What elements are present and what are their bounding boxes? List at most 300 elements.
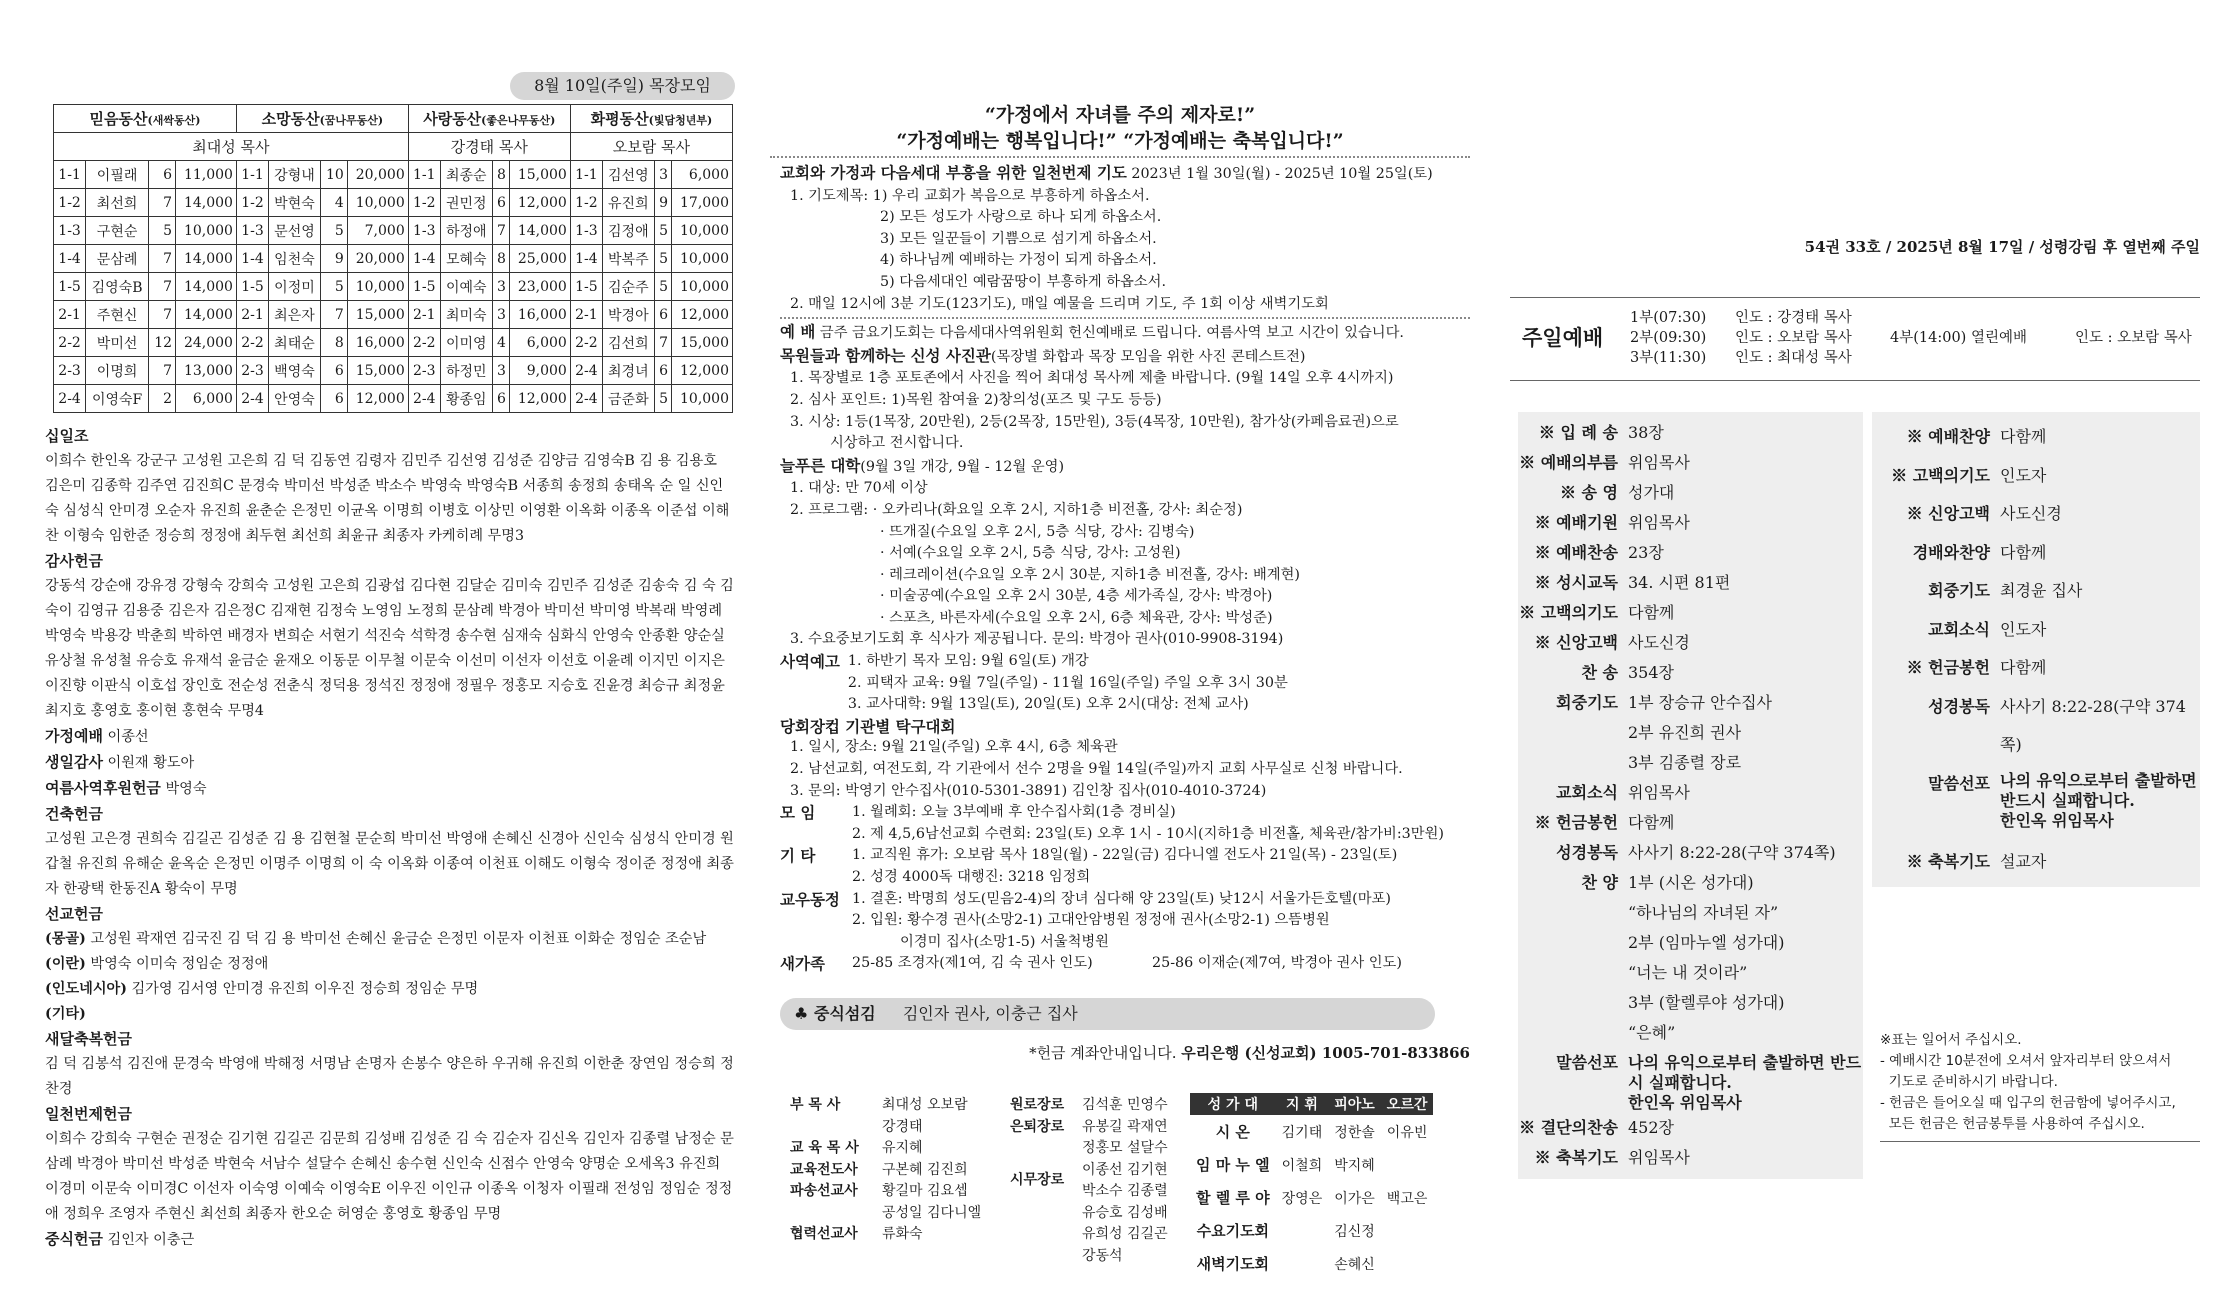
- cell-code: 1-3: [570, 217, 602, 245]
- elder-name-row: 유승호 김성배: [1082, 1204, 1168, 1221]
- order-row: [1518, 958, 1863, 988]
- cell-code: 1-5: [570, 273, 602, 301]
- section-names: 고성원 고은경 권희숙 김길곤 김성준 김 용 김현철 문순희 박미선 박영애 손혜신 신경아 신인숙 심성식 안미경 원갑철 유진희 유해순 윤옥순 은정민 이명주 이명희 이 숙 이옥화 이종여 이천표 이해도 이형숙 정이준 정정애 최종자 한광택 한동진A 황숙이 무명: [45, 831, 734, 897]
- sermon-label: 말씀선포: [1928, 773, 1990, 793]
- cell-amount: 16,000: [347, 329, 408, 357]
- order-row-key: ※ 헌금봉헌: [1906, 658, 1990, 677]
- cell-amount: 10,000: [347, 273, 408, 301]
- cell-leader: 이정미: [269, 273, 321, 301]
- cell-code: 1-4: [54, 245, 86, 273]
- offering-subsection: [45, 952, 735, 977]
- cell-count: 3: [492, 357, 509, 385]
- cell-count: 5: [654, 245, 671, 273]
- cell-code: 2-2: [236, 329, 268, 357]
- sermon-content: [1628, 1048, 1863, 1113]
- photo-title: 목원들과 함께하는 신성 사진관: [780, 345, 991, 365]
- cell-count: 6: [654, 357, 671, 385]
- order-row: [1518, 808, 1863, 838]
- order-row-value: 354장: [1628, 663, 1674, 682]
- cell-count: 9: [320, 245, 347, 273]
- cell-count: 3: [492, 301, 509, 329]
- section-title: 가정예배: [45, 727, 103, 745]
- elder-label: 시무장로: [1010, 1172, 1065, 1188]
- cell-amount: 14,000: [176, 301, 237, 329]
- divider: [1880, 1141, 2200, 1142]
- staff-row: [790, 1095, 981, 1117]
- elders-labels: [1010, 1095, 1082, 1267]
- cell-leader: 김영숙B: [86, 273, 149, 301]
- new-family-label: 새가족: [780, 954, 825, 974]
- cell-amount: 11,000: [176, 161, 237, 189]
- left-column: [45, 0, 735, 1307]
- cell-code: 2-4: [54, 385, 86, 413]
- note-line: ※표는 일어서 주십시오.: [1880, 1032, 2022, 1048]
- section-title: 생일감사: [45, 753, 103, 771]
- note-line: - 예배시간 10분전에 오셔서 앞자리부터 앉으셔서: [1880, 1053, 2172, 1069]
- cell-amount: 10,000: [176, 217, 237, 245]
- section-names: 김 덕 김봉석 김진애 문경숙 박영애 박해정 서명남 손명자 손봉수 양은하 우귀해 유진희 이한춘 장연임 정승희 정찬경: [45, 1056, 734, 1097]
- order-row-value: 1부 장승규 안수집사: [1628, 693, 1772, 712]
- service-leader: 인도 : 최대성 목사: [1735, 350, 1852, 366]
- cell-code: 2-2: [54, 329, 86, 357]
- cell-count: 6: [320, 357, 347, 385]
- note-line: - 헌금은 들어오실 때 입구의 헌금함에 넣어주시고,: [1880, 1095, 2176, 1111]
- meeting-items: [852, 802, 1444, 845]
- cell-leader: 강형내: [269, 161, 321, 189]
- order-row-key: ※ 고백의기도: [1891, 465, 1990, 485]
- cell-leader: 김정애: [602, 217, 654, 245]
- cell-leader: 최선희: [86, 189, 149, 217]
- cell-leader: 이미영: [440, 329, 492, 357]
- cell-count: 10: [320, 161, 347, 189]
- section-names: 박영숙: [165, 781, 207, 797]
- worship-notice-text: 금주 금요기도회는 다음세대사역위원회 헌신예배로 드립니다. 여름사역 보고 시간이 있습니다.: [819, 325, 1404, 342]
- cell-leader: 최종순: [440, 161, 492, 189]
- offering-section: [45, 1227, 735, 1253]
- service-time: 1부(07:30): [1630, 310, 1707, 326]
- cell-leader: 유진희: [602, 189, 654, 217]
- cell-amount: 14,000: [176, 189, 237, 217]
- photo-item: 3. 시상: 1등(1목장, 20만원), 2등(2목장, 15만원), 3등(4목장, 10만원), 참가상(카페음료권)으로: [790, 413, 1399, 430]
- service-leaders: [1735, 308, 1852, 368]
- schedule-label: 사역예고: [780, 652, 840, 672]
- announcements: [780, 162, 1470, 975]
- cell-amount: 10,000: [347, 189, 408, 217]
- members-news-item: 1. 결혼: 박명희 성도(믿음2-4)의 장녀 심다해 양 23일(토) 낮12시 서울가든호텔(마포): [852, 890, 1391, 907]
- section-title: 선교헌금: [45, 905, 103, 923]
- choir-row: [1190, 1148, 1433, 1181]
- order-row: [1872, 649, 2200, 688]
- cell-code: 2-2: [570, 329, 602, 357]
- table-row: [54, 189, 733, 217]
- cell-amount: 24,000: [176, 329, 237, 357]
- banner-label: 중식섬김: [813, 1004, 876, 1023]
- order-row-key: [1518, 958, 1628, 988]
- order-row: [1518, 898, 1863, 928]
- section-title: 십일조: [45, 427, 89, 445]
- group-name-row: [54, 105, 733, 133]
- choir-organ: [1381, 1214, 1434, 1247]
- choir-piano: 이가은: [1334, 1190, 1375, 1207]
- cell-amount: 14,000: [509, 217, 570, 245]
- meeting: [780, 802, 1470, 845]
- section-title: 여름사역후원헌금: [45, 779, 161, 797]
- cell-count: 6: [654, 301, 671, 329]
- order-row: [1872, 611, 2200, 650]
- choir-name: 할 렐 루 야: [1196, 1189, 1270, 1207]
- staff-row: [790, 1117, 981, 1139]
- section-names: 강동석 강순애 강유경 강형숙 강희숙 고성원 고은희 김광섭 김다현 김달순 김미숙 김민주 김성준 김송숙 김 숙 김숙이 김영규 김용중 김은자 김은정C 김재현 김정숙 노영임 노정희 문삼례 박경아 박미선 박미영 박복래 박영례 박영숙 박용강 박춘희 박하연 배경자 변희순 서현기 석진숙 석학경 송수현 심재숙 심화식 안영숙 안종환 양순실 유상철 유성철 유승호 유재석 윤금순 윤재오 이동문 이무철 이문숙 이선미 이선자 이선호 이윤례 이지민 이지은 이진향 이판식 이호섭 장인호 전순성 전춘식 정덕용 정석진 정정애 정필우 정홍모 지승호 진윤경 최승규 최정윤 최지호 홍영호 홍이현 홍현숙 무명4: [45, 578, 734, 719]
- section-names: 김인자 이충근: [107, 1232, 195, 1248]
- cell-leader: 박경아: [602, 301, 654, 329]
- staff-names: 유지혜: [882, 1140, 923, 1156]
- cell-amount: 16,000: [509, 301, 570, 329]
- staff-list: [790, 1095, 981, 1246]
- cell-code: 1-3: [54, 217, 86, 245]
- cell-amount: 10,000: [671, 245, 732, 273]
- cell-amount: 15,000: [671, 329, 732, 357]
- members-news-items: [852, 889, 1391, 954]
- cell-amount: 12,000: [509, 385, 570, 413]
- subsection-names: 고성원 곽재연 김국진 김 덕 김 용 박미선 손혜신 윤금순 은정민 이문자 이천표 이화순 정임순 조순남: [90, 931, 707, 947]
- cell-count: 3: [654, 161, 671, 189]
- group-pastor: 최대성 목사: [54, 133, 409, 161]
- order-row-value: “하나님의 자녀된 자”: [1628, 903, 1779, 922]
- elder-name-row: 김석훈 민영수: [1082, 1097, 1168, 1113]
- cell-count: 12: [149, 329, 176, 357]
- table-row: [54, 357, 733, 385]
- order-row-value: 최경윤 집사: [2000, 581, 2083, 600]
- worship-notes: [1880, 1030, 2200, 1142]
- cell-code: 2-4: [236, 385, 268, 413]
- elder-name-row: 이종선 김기현: [1082, 1161, 1168, 1178]
- cell-amount: 12,000: [671, 357, 732, 385]
- rice-bowl-icon: ♣: [794, 1004, 809, 1023]
- order-row: [1518, 598, 1863, 628]
- new-family-item: 25-85 조경자(제1여, 김 숙 권사 인도): [852, 955, 1093, 972]
- cell-code: 2-3: [408, 357, 440, 385]
- order-row: [1518, 538, 1863, 568]
- staff-names: 황길마 김요셉: [882, 1183, 968, 1199]
- staff-names: 강경태: [882, 1118, 923, 1135]
- group-sub-name: (좋은나무동산): [481, 114, 556, 127]
- motto: [770, 102, 1470, 154]
- service-4-time: 4부(14:00) 열린예배: [1890, 330, 2027, 346]
- senior-item: · 뜨개질(수요일 오후 2시, 5층 식당, 강사: 김병숙): [880, 523, 1195, 540]
- members-news-item: 이경미 집사(소망1-5) 서울척병원: [900, 933, 1109, 950]
- cell-leader: 김순주: [602, 273, 654, 301]
- staff-role: [790, 1117, 882, 1139]
- cell-amount: 12,000: [509, 189, 570, 217]
- prayer-header: [780, 162, 1470, 186]
- prayer-item: 1. 기도제목: 1) 우리 교회가 복음으로 부흥하게 하옵소서.: [790, 187, 1150, 204]
- cell-code: 1-2: [54, 189, 86, 217]
- staff-row: [790, 1181, 981, 1203]
- subsection-title: (몽골): [45, 931, 86, 947]
- order-row-value: 다함께: [2000, 542, 2047, 562]
- members-news-item: 2. 입원: 황수경 권사(소망2-1) 고대안암병원 정정애 권사(소망2-1) 으뜸병원: [852, 912, 1330, 929]
- group-sub-name: (꿈나무동산): [319, 114, 384, 127]
- elder-name-row: 박소수 김종렬: [1082, 1183, 1168, 1199]
- cell-leader: 임천숙: [269, 245, 321, 273]
- cell-amount: 17,000: [671, 189, 732, 217]
- subsection-title: (인도네시아): [45, 981, 127, 997]
- order-row-key: 찬 양: [1581, 873, 1618, 892]
- cell-leader: 이필래: [86, 161, 149, 189]
- note-line: 모든 헌금은 헌금봉투를 사용하여 주십시오.: [1880, 1116, 2145, 1132]
- table-row: [54, 385, 733, 413]
- cell-code: 1-4: [570, 245, 602, 273]
- schedule-item: 2. 피택자 교육: 9월 7일(주일) - 11월 16일(주일) 주일 오후 3시 30분: [847, 674, 1288, 691]
- order-row-key: ※ 예배찬송: [1534, 543, 1618, 562]
- section-title: 감사헌금: [45, 552, 103, 570]
- order-row: [1518, 688, 1863, 718]
- cell-leader: 이명희: [86, 357, 149, 385]
- members-news: [780, 889, 1470, 954]
- order-row-key: ※ 성시교독: [1534, 573, 1618, 592]
- order-row: [1872, 457, 2200, 496]
- order-row-key: [1518, 748, 1628, 778]
- choir-organ: 백고은: [1386, 1190, 1428, 1207]
- order-row: [1518, 778, 1863, 808]
- order-row-key: [1518, 898, 1628, 928]
- etc-label: 기 타: [780, 846, 816, 866]
- order-row-value: 3부 (할렐루야 성가대): [1628, 993, 1785, 1012]
- cell-amount: 13,000: [176, 357, 237, 385]
- cell-code: 1-4: [408, 245, 440, 273]
- cell-amount: 25,000: [509, 245, 570, 273]
- choir-organ: [1381, 1148, 1434, 1181]
- cell-amount: 7,000: [347, 217, 408, 245]
- group-pastor-row: [54, 133, 733, 161]
- choir-piano: 박지혜: [1334, 1157, 1375, 1174]
- order-row-key: [1518, 1018, 1628, 1048]
- meeting-date-pill: 8월 10일(주일) 목장모임: [510, 72, 735, 100]
- worship-title: 주일예배: [1522, 325, 1604, 350]
- cell-count: 2: [149, 385, 176, 413]
- order-row: [1518, 718, 1863, 748]
- cell-leader: 문선영: [269, 217, 321, 245]
- account-prefix: *헌금 계좌안내입니다.: [1029, 1044, 1177, 1062]
- cell-count: 5: [654, 385, 671, 413]
- senior-item: 2. 프로그램: · 오카리나(화요일 오후 2시, 지하1층 비전홀, 강사: 최순정): [790, 501, 1243, 518]
- cell-code: 1-3: [236, 217, 268, 245]
- order-row-key: ※ 축복기도: [1906, 851, 1990, 871]
- photo-item: 1. 목장별로 1층 포토존에서 사진을 찍어 최대성 목사께 제출 바랍니다. (9월 14일 오후 4시까지): [790, 370, 1394, 387]
- group-name-header: 화평동산(빛담청년부): [570, 105, 732, 133]
- etc: [780, 845, 1470, 888]
- right-column: [1510, 0, 2200, 1307]
- order-row-value: 위임목사: [1628, 1148, 1690, 1167]
- motto-line-1: “가정에서 자녀를 주의 제자로!”: [984, 104, 1256, 126]
- order-row-value: “너는 내 것이라”: [1628, 963, 1748, 982]
- cell-leader: 박현숙: [269, 189, 321, 217]
- senior-item: 3. 수요중보기도회 후 식사가 제공됩니다. 문의: 박경아 권사(010-9908-3194): [790, 631, 1284, 648]
- cell-code: 1-1: [408, 161, 440, 189]
- cell-code: 2-3: [236, 357, 268, 385]
- order-row-key: ※ 입 례 송: [1538, 423, 1618, 442]
- senior-item: 1. 대상: 만 70세 이상: [790, 480, 928, 497]
- senior-item: · 서예(수요일 오후 2시, 5층 식당, 강사: 고성원): [880, 545, 1181, 562]
- cell-count: 4: [320, 189, 347, 217]
- sermon-title: 나의 유익으로부터 출발하면 반드시 실패합니다.: [2000, 770, 2197, 810]
- order-row-value: 사도신경: [2000, 504, 2062, 523]
- service-times: [1630, 308, 1706, 368]
- cell-leader: 이영숙F: [86, 385, 149, 413]
- sermon-title: 나의 유익으로부터 출발하면 반드시 실패합니다.: [1628, 1053, 1862, 1092]
- prayer-item: 3) 모든 일꾼들이 기쁨으로 섬기게 하옵소서.: [880, 230, 1157, 247]
- cell-amount: 6,000: [509, 329, 570, 357]
- cell-code: 2-4: [570, 385, 602, 413]
- section-title: 건축헌금: [45, 805, 103, 823]
- order-row: [1518, 1018, 1863, 1048]
- cell-count: 3: [492, 273, 509, 301]
- senior-item: · 스포츠, 바른자세(수요일 오후 2시, 6층 체육관, 강사: 박성준): [880, 609, 1273, 626]
- section-names: 이원재 황도아: [107, 755, 195, 771]
- offering-subsection: [45, 977, 735, 1002]
- table-tennis-item: 1. 일시, 장소: 9월 21일(주일) 오후 4시, 6층 체육관: [790, 739, 1118, 756]
- cell-leader: 최은자: [269, 301, 321, 329]
- choir-piano: 정한솔: [1334, 1124, 1375, 1141]
- cell-leader: 안영숙: [269, 385, 321, 413]
- subsection-title: (이란): [45, 956, 86, 972]
- cell-code: 2-3: [54, 357, 86, 385]
- table-row: [54, 273, 733, 301]
- table-tennis-item: 3. 문의: 박영기 안수집사(010-5301-3891) 김인창 집사(010-4010-3724): [790, 782, 1267, 799]
- sermon-content: [2000, 765, 2200, 831]
- issue-info: 54권 33호 / 2025년 8월 17일 / 성령강림 후 열번째 주일: [1804, 238, 2200, 256]
- cell-count: 7: [149, 301, 176, 329]
- cell-code: 1-1: [236, 161, 268, 189]
- order-row: [1518, 748, 1863, 778]
- choir-conductor: 이철희: [1281, 1157, 1323, 1174]
- order-row-key: ※ 고백의기도: [1519, 603, 1618, 622]
- staff-row: [790, 1203, 981, 1225]
- senior-header: [780, 455, 1470, 479]
- order-row-key: [1518, 718, 1628, 748]
- middle-column: [770, 0, 1470, 1307]
- cell-code: 1-4: [236, 245, 268, 273]
- prayer-item: 2. 매일 12시에 3분 기도(123기도), 매일 예물을 드리며 기도, 주 1회 이상 새벽기도회: [790, 295, 1329, 312]
- cell-leader: 김선희: [602, 329, 654, 357]
- cell-amount: 10,000: [671, 273, 732, 301]
- table-tennis-item: 2. 남선교회, 여전도회, 각 기관에서 선수 2명을 9월 14일(주일)까지 교회 사무실로 신청 바랍니다.: [790, 761, 1403, 778]
- cell-leader: 금준화: [602, 385, 654, 413]
- order-row: [1518, 1113, 1863, 1143]
- meeting-label: 모 임: [780, 803, 816, 823]
- cell-leader: 박미선: [86, 329, 149, 357]
- order-row-value: 1부 (시온 성가대): [1628, 873, 1754, 892]
- cell-amount: 6,000: [671, 161, 732, 189]
- order-row-key: 회중기도: [1928, 581, 1990, 600]
- offering-section: [45, 724, 735, 750]
- cell-leader: 최미숙: [440, 301, 492, 329]
- group-sub-name: (빛담청년부): [648, 114, 713, 127]
- cell-count: 8: [320, 329, 347, 357]
- choir-conductor: 김기태: [1281, 1124, 1323, 1141]
- prayer-item: 2) 모든 성도가 사랑으로 하나 되게 하옵소서.: [880, 209, 1162, 226]
- etc-item: 2. 성경 4000독 대행진: 3218 임정희: [852, 869, 1091, 885]
- group-pastor: 강경태 목사: [408, 133, 570, 161]
- banner-text: 김인자 권사, 이충근 집사: [902, 1004, 1078, 1023]
- etc-items: [852, 845, 1397, 888]
- cell-count: 7: [149, 357, 176, 385]
- photo-item: 2. 심사 포인트: 1)목원 참여율 2)창의성(포즈 및 구도 등등): [790, 391, 1162, 408]
- choir-organ: [1381, 1247, 1434, 1280]
- order-row-key: ※ 축복기도: [1534, 1148, 1618, 1167]
- staff-role: 교 육 목 사: [790, 1140, 859, 1156]
- cell-count: 5: [654, 217, 671, 245]
- table-row: [54, 329, 733, 357]
- section-names: 이희수 강희숙 구현순 권정순 김기현 김길곤 김문희 김성배 김성준 김 숙 김순자 김신옥 김인자 김종렬 남정순 문삼례 박경아 박미선 박성준 박현숙 서남수 설달수 손혜신 송수현 신인숙 신점수 안영숙 양명순 오세옥3 유진희 이경미 이문숙 이미경C 이선자 이숙영 이예숙 이영숙E 이우진 이인규 이종옥 이청자 이필래 전성임 정임순 정정애 정희우 조영자 주현신 최선희 최종자 한오순 허영순 홍영호 황종임 무명: [45, 1131, 734, 1222]
- order-row: [1518, 628, 1863, 658]
- elder-names: [1082, 1095, 1168, 1267]
- meeting-item: 2. 제 4,5,6남선교회 수련회: 23일(토) 오후 1시 - 10시(지하1층 비전홀, 체육관/참가비:3만원): [852, 825, 1444, 842]
- subsection-title: (기타): [45, 1006, 86, 1022]
- cell-code: 2-1: [570, 301, 602, 329]
- cell-leader: 하정민: [440, 357, 492, 385]
- cell-count: 5: [320, 217, 347, 245]
- order-row-key: ※ 예배의부름: [1519, 453, 1618, 472]
- cell-count: 7: [149, 245, 176, 273]
- photo-item: 시상하고 전시합니다.: [830, 435, 964, 452]
- new-family-item: 25-86 이재순(제7여, 박경아 권사 인도): [1152, 955, 1402, 972]
- order-row: [1518, 418, 1863, 448]
- order-row-key: ※ 신앙고백: [1534, 633, 1618, 652]
- order-row-value: 2부 (임마누엘 성가대): [1628, 933, 1785, 952]
- choir-table: [1190, 1093, 1433, 1280]
- order-row: [1518, 988, 1863, 1018]
- staff-role: 협력선교사: [790, 1226, 858, 1242]
- offering-account: [1010, 1042, 1470, 1063]
- cell-leader: 문삼례: [86, 245, 149, 273]
- cell-code: 2-1: [54, 301, 86, 329]
- divider: [780, 317, 1470, 319]
- order-row-value: 인도자: [2000, 619, 2047, 639]
- choir-name: 수요기도회: [1196, 1222, 1270, 1240]
- cell-amount: 10,000: [671, 385, 732, 413]
- choir-conductor: [1276, 1247, 1329, 1280]
- elder-name-row: 유희성 김길곤: [1082, 1226, 1168, 1242]
- order-row-key: ※ 헌금봉헌: [1534, 813, 1618, 832]
- senior-item: · 미술공예(수요일 오후 2시 30분, 4층 세가족실, 강사: 박경아): [880, 588, 1273, 605]
- staff-names: 류화숙: [882, 1226, 923, 1242]
- choir-name: 시 온: [1215, 1123, 1250, 1141]
- staff-names: 구본혜 김진희: [882, 1161, 968, 1178]
- worship-notice: [780, 321, 1470, 345]
- section-names: 이희수 한인옥 강군구 고성원 고은희 김 덕 김동연 김령자 김민주 김선영 김성준 김양금 김영숙B 김 용 김용호 김은미 김종학 김주연 김진희C 문경숙 박미선 박성준 박소수 박영숙 박영숙B 서종희 송정희 송태옥 순 일 신인숙 심성식 안미경 오순자 유진희 윤춘순 은정민 이균옥 이명희 이병호 이상민 이영환 이옥화 이종옥 이준섭 이해찬 이형숙 임한준 정승희 정정애 최두현 최선희 최윤규 최종자 카케히례 무명3: [45, 453, 730, 544]
- cell-code: 1-3: [408, 217, 440, 245]
- cell-code: 2-2: [408, 329, 440, 357]
- table-row: [54, 161, 733, 189]
- section-names: 이종선: [107, 729, 149, 745]
- cell-code: 1-5: [408, 273, 440, 301]
- order-row: [1872, 688, 2200, 765]
- choir-organ: 이유빈: [1386, 1124, 1428, 1141]
- cell-count: 5: [320, 273, 347, 301]
- sermon-preacher: 한인옥 위임목사: [2000, 810, 2114, 830]
- order-row-key: ※ 송 영: [1559, 483, 1618, 502]
- table-row: [54, 301, 733, 329]
- cell-leader: 주현신: [86, 301, 149, 329]
- order-row-value: 23장: [1628, 543, 1664, 562]
- cell-code: 1-2: [236, 189, 268, 217]
- order-row-value: 다함께: [2000, 658, 2047, 677]
- cell-count: 7: [149, 189, 176, 217]
- prayer-item: 4) 하나님께 예배하는 가정이 되게 하옵소서.: [880, 252, 1157, 269]
- service-time: 3부(11:30): [1630, 350, 1707, 366]
- order-row-value: 38장: [1628, 423, 1664, 442]
